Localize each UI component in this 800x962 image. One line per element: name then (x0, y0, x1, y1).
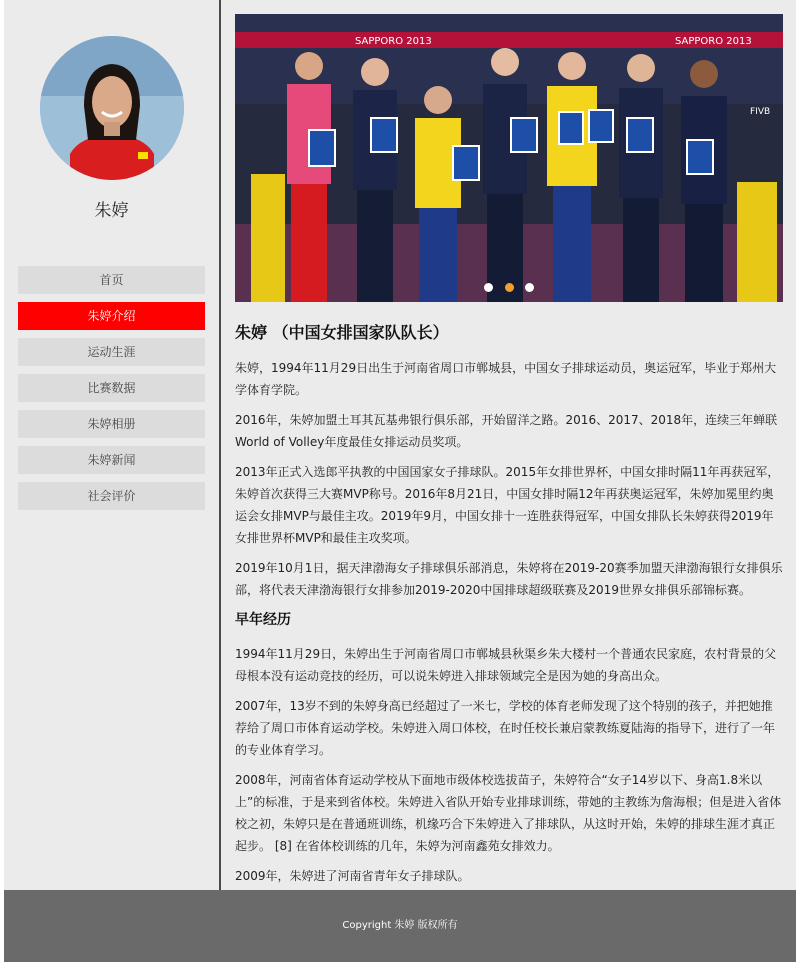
section-paragraph: 2007年，13岁不到的朱婷身高已经超过了一米七，学校的体育老师发现了这个特别的孩子，并把她推荐给了周口市体育运动学校。朱婷进入周口体校，在时任校长兼启蒙教练夏陆海的指导下，进行了一年的专业体育学习。 (235, 699, 776, 757)
carousel-dot[interactable] (525, 283, 534, 292)
nav-item-album[interactable]: 朱婷相册 (18, 410, 205, 438)
avatar-photo (40, 36, 184, 180)
section-title: 早年经历 (235, 612, 291, 628)
footer (4, 890, 796, 962)
page-frame (4, 0, 796, 962)
signage-text: SAPPORO 2013 (355, 36, 432, 47)
sidebar-nav (18, 266, 205, 518)
nav-item-news[interactable]: 朱婷新闻 (18, 446, 205, 474)
banner-photo (235, 14, 783, 302)
article-paragraph: 朱婷，1994年11月29日出生于河南省周口市郸城县，中国女子排球运动员，奥运冠军，毕业于郑州大学体育学院。 (235, 361, 777, 397)
section-paragraph: 1994年11月29日，朱婷出生于河南省周口市郸城县秋渠乡朱大楼村一个普通农民家庭，农村背景的父母根本没有运动竞技的经历，可以说朱婷进入排球领域完全是因为她的身高出众。 (235, 647, 777, 683)
nav-item-intro[interactable]: 朱婷介绍 (18, 302, 205, 330)
section-paragraph: 2009年，朱婷进了河南省青年女子排球队。 (235, 869, 470, 883)
nav-item-career[interactable]: 运动生涯 (18, 338, 205, 366)
nav-item-reviews[interactable]: 社会评价 (18, 482, 205, 510)
carousel-dots (235, 277, 783, 296)
signage-text: FIVB (750, 107, 771, 117)
nav-item-stats[interactable]: 比赛数据 (18, 374, 205, 402)
nav-item-home[interactable]: 首页 (18, 266, 205, 294)
carousel-dot[interactable] (484, 283, 493, 292)
article-paragraph: 2013年正式入选郎平执教的中国国家女子排球队。2015年女排世界杯，中国女排时隔11年再获冠军，朱婷首次获得三大赛MVP称号。2016年8月21日，中国女排时隔12年再获奥运冠军，朱婷加冕里约奥运会女排MVP与最佳主攻。2019年9月，中国女排十一连胜获得冠军，中国女排队长朱婷获得2019年女排世界杯MVP和最佳主攻奖项。 (235, 465, 780, 545)
article-paragraph: 2019年10月1日，据天津渤海女子排球俱乐部消息，朱婷将在2019-20赛季加盟天津渤海银行女排俱乐部，将代表天津渤海银行女排参加2019-2020中国排球超级联赛及2019世界女排俱乐部锦标赛。 (235, 561, 783, 597)
article-paragraph: 2016年，朱婷加盟土耳其瓦基弗银行俱乐部，开始留洋之路。2016、2017、2018年，连续三年蝉联World of Volley年度最佳女排运动员奖项。 (235, 413, 778, 449)
sidebar (4, 0, 219, 890)
avatar (40, 36, 184, 180)
sidebar-divider (219, 0, 221, 890)
carousel-dot-active[interactable] (505, 283, 514, 292)
copyright-text: Copyright 朱婷 版权所有 (342, 920, 458, 931)
signage-text: SAPPORO 2013 (675, 36, 752, 47)
section-paragraph: 2008年，河南省体育运动学校从下面地市级体校选拔苗子，朱婷符合“女子14岁以下、身高1.8米以上”的标准，于是来到省体校。朱婷进入省队开始专业排球训练，带她的主教练为詹海根；但是进入省体校之初，朱婷只是在普通班训练，机缘巧合下朱婷进入了排球队，从这时开始，朱婷的排球生涯才真正起步。 [8] 在省体校训练的几年，朱婷为河南鑫苑女排效力。 (235, 773, 782, 853)
banner-carousel[interactable] (235, 14, 783, 302)
main-content (235, 14, 783, 895)
profile-name: 朱婷 (94, 201, 129, 221)
article-title: 朱婷 （中国女排国家队队长） (235, 323, 449, 342)
